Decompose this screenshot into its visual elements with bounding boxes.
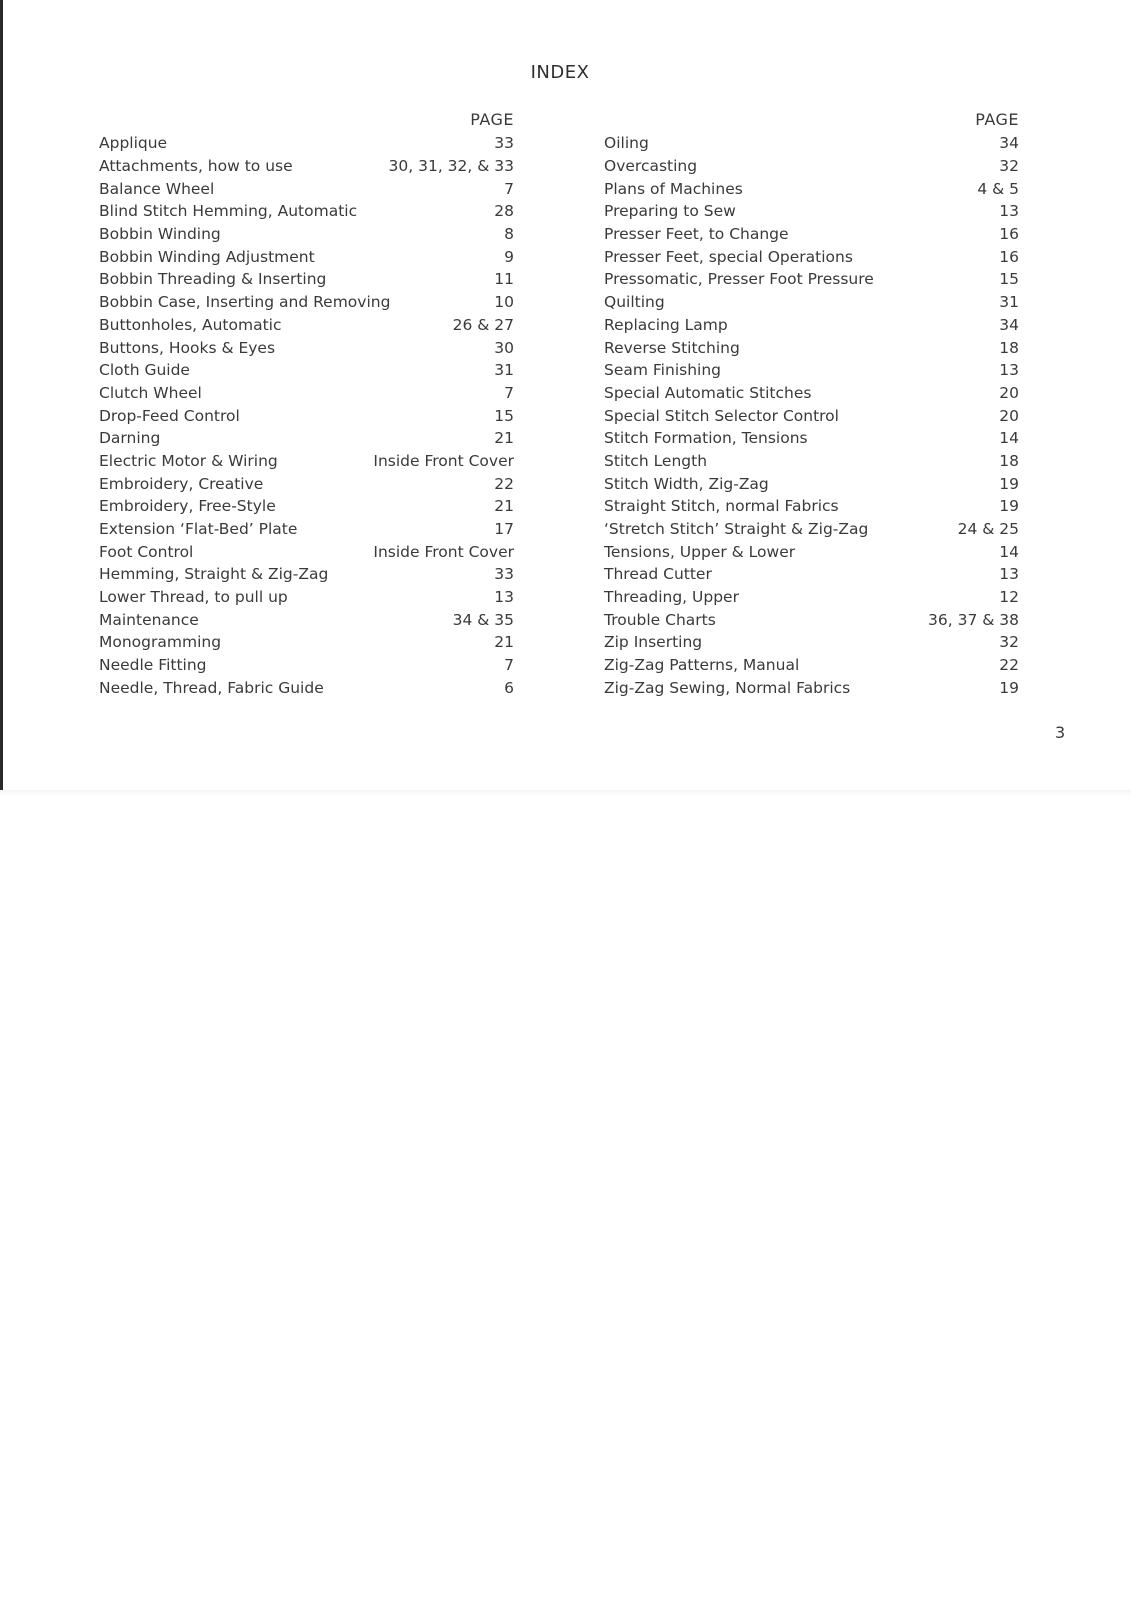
- index-term: Presser Feet, special Operations: [604, 247, 853, 266]
- index-page-ref: 20: [999, 383, 1019, 402]
- index-term: Electric Motor & Wiring: [99, 451, 278, 470]
- index-entry: [99, 268, 514, 291]
- index-page-ref: 14: [999, 542, 1019, 561]
- index-term: Bobbin Threading & Inserting: [99, 270, 327, 289]
- index-term: Blind Stitch Hemming, Automatic: [99, 202, 358, 221]
- index-entry: [604, 268, 1019, 291]
- index-term: Trouble Charts: [604, 610, 716, 629]
- index-term: Needle, Thread, Fabric Guide: [99, 678, 324, 697]
- index-entry: [604, 631, 1019, 654]
- index-entry: [604, 404, 1019, 427]
- index-term: Buttons, Hooks & Eyes: [99, 338, 276, 357]
- index-page-ref: 34: [999, 315, 1019, 334]
- index-term: Embroidery, Free-Style: [99, 497, 276, 516]
- index-entry: [99, 654, 514, 677]
- index-term: Special Stitch Selector Control: [604, 406, 839, 425]
- index-page-ref: 20: [999, 406, 1019, 425]
- index-term: Maintenance: [99, 610, 199, 629]
- index-list-left: [99, 132, 514, 699]
- index-entry: [604, 472, 1019, 495]
- index-entry: [604, 382, 1019, 405]
- index-entry: [99, 132, 514, 155]
- index-entry: [604, 677, 1019, 700]
- index-page-ref: 32: [999, 633, 1019, 652]
- index-entry: [604, 427, 1019, 450]
- index-column-left: [99, 110, 514, 699]
- index-entry: [604, 336, 1019, 359]
- index-page-ref: 31: [494, 361, 514, 380]
- index-term: Preparing to Sew: [604, 202, 736, 221]
- index-entry: [99, 427, 514, 450]
- index-entry: [604, 563, 1019, 586]
- index-entry: [604, 654, 1019, 677]
- index-page-ref: 34: [999, 134, 1019, 153]
- index-page-ref: 15: [999, 270, 1019, 289]
- index-entry: [604, 540, 1019, 563]
- index-entry: [604, 245, 1019, 268]
- index-page-ref: 22: [494, 474, 514, 493]
- index-page-ref: 11: [494, 270, 514, 289]
- index-page-ref: 32: [999, 157, 1019, 176]
- index-term: Overcasting: [604, 157, 698, 176]
- index-page-ref: 15: [494, 406, 514, 425]
- index-entry: [604, 495, 1019, 518]
- index-term: Extension ‘Flat-Bed’ Plate: [99, 520, 298, 539]
- index-page-ref: 19: [999, 678, 1019, 697]
- index-page-ref: 36, 37 & 38: [928, 610, 1019, 629]
- index-page-ref: 8: [504, 225, 514, 244]
- index-entry: [99, 586, 514, 609]
- index-page-ref: 28: [494, 202, 514, 221]
- index-term: Thread Cutter: [604, 565, 712, 584]
- index-entry: [604, 450, 1019, 473]
- index-entry: [604, 291, 1019, 314]
- index-entry: [604, 586, 1019, 609]
- index-page-ref: 26 & 27: [452, 315, 514, 334]
- index-entry: [99, 495, 514, 518]
- index-term: Stitch Formation, Tensions: [604, 429, 808, 448]
- index-page-ref: 13: [999, 565, 1019, 584]
- index-entry: [99, 200, 514, 223]
- index-page-ref: 22: [999, 656, 1019, 675]
- scan-bottom-edge: [0, 790, 1131, 796]
- index-term: Threading, Upper: [604, 588, 739, 607]
- index-entry: [99, 382, 514, 405]
- index-term: Oiling: [604, 134, 649, 153]
- index-entry: [99, 472, 514, 495]
- index-page-ref: 21: [494, 497, 514, 516]
- index-entry: [99, 563, 514, 586]
- index-entry: [99, 608, 514, 631]
- index-entry: [604, 177, 1019, 200]
- index-term: ‘Stretch Stitch’ Straight & Zig-Zag: [604, 520, 869, 539]
- index-page-ref: 6: [504, 678, 514, 697]
- index-entry: [604, 132, 1019, 155]
- index-entry: [604, 314, 1019, 337]
- index-page-ref: 31: [999, 293, 1019, 312]
- index-page-ref: 13: [494, 588, 514, 607]
- index-term: Needle Fitting: [99, 656, 207, 675]
- index-page-ref: 19: [999, 497, 1019, 516]
- index-page-ref: 7: [504, 383, 514, 402]
- index-page-ref: Inside Front Cover: [373, 451, 514, 470]
- index-entry: [99, 177, 514, 200]
- index-page-ref: 16: [999, 225, 1019, 244]
- index-page-ref: 21: [494, 633, 514, 652]
- index-term: Drop-Feed Control: [99, 406, 240, 425]
- index-entry: [604, 155, 1019, 178]
- index-term: Hemming, Straight & Zig-Zag: [99, 565, 329, 584]
- index-term: Balance Wheel: [99, 179, 215, 198]
- index-entry: [99, 291, 514, 314]
- index-term: Plans of Machines: [604, 179, 743, 198]
- index-entry: [99, 359, 514, 382]
- index-term: Bobbin Case, Inserting and Removing: [99, 293, 391, 312]
- index-entry: [99, 631, 514, 654]
- index-term: Clutch Wheel: [99, 383, 202, 402]
- index-term: Quilting: [604, 293, 665, 312]
- index-term: Straight Stitch, normal Fabrics: [604, 497, 839, 516]
- index-term: Cloth Guide: [99, 361, 190, 380]
- index-page-ref: 33: [494, 134, 514, 153]
- index-column-right: [604, 110, 1019, 699]
- index-page-ref: 13: [999, 202, 1019, 221]
- index-page-ref: 19: [999, 474, 1019, 493]
- index-term: Lower Thread, to pull up: [99, 588, 288, 607]
- index-list-right: [604, 132, 1019, 699]
- index-term: Stitch Width, Zig-Zag: [604, 474, 769, 493]
- index-entry: [99, 677, 514, 700]
- index-term: Tensions, Upper & Lower: [604, 542, 796, 561]
- index-page-ref: 7: [504, 179, 514, 198]
- index-page-ref: 30, 31, 32, & 33: [388, 157, 514, 176]
- index-entry: [604, 359, 1019, 382]
- index-page-ref: 21: [494, 429, 514, 448]
- index-page-ref: 13: [999, 361, 1019, 380]
- index-page-ref: 33: [494, 565, 514, 584]
- index-entry: [99, 314, 514, 337]
- page-number: 3: [1055, 723, 1066, 742]
- index-term: Presser Feet, to Change: [604, 225, 789, 244]
- index-entry: [604, 518, 1019, 541]
- index-page-ref: 30: [494, 338, 514, 357]
- index-term: Stitch Length: [604, 451, 708, 470]
- index-page-ref: Inside Front Cover: [373, 542, 514, 561]
- index-term: Bobbin Winding: [99, 225, 221, 244]
- index-term: Zip Inserting: [604, 633, 703, 652]
- index-term: Pressomatic, Presser Foot Pressure: [604, 270, 874, 289]
- index-term: Zig-Zag Sewing, Normal Fabrics: [604, 678, 851, 697]
- index-entry: [99, 540, 514, 563]
- index-term: Replacing Lamp: [604, 315, 728, 334]
- index-entry: [99, 245, 514, 268]
- index-term: Embroidery, Creative: [99, 474, 264, 493]
- index-page-ref: 18: [999, 451, 1019, 470]
- index-entry: [99, 450, 514, 473]
- index-term: Attachments, how to use: [99, 157, 293, 176]
- index-page-ref: 18: [999, 338, 1019, 357]
- page-title: INDEX: [530, 62, 590, 83]
- index-term: Special Automatic Stitches: [604, 383, 812, 402]
- index-entry: [99, 518, 514, 541]
- page-column-header-right: PAGE: [975, 110, 1019, 129]
- index-page-ref: 12: [999, 588, 1019, 607]
- index-term: Seam Finishing: [604, 361, 721, 380]
- index-term: Zig-Zag Patterns, Manual: [604, 656, 800, 675]
- index-term: Foot Control: [99, 542, 194, 561]
- index-entry: [99, 336, 514, 359]
- index-entry: [99, 155, 514, 178]
- scan-edge-shadow: [0, 0, 3, 795]
- index-term: Buttonholes, Automatic: [99, 315, 282, 334]
- index-term: Bobbin Winding Adjustment: [99, 247, 315, 266]
- page-column-header-left: PAGE: [470, 110, 514, 129]
- index-entry: [99, 404, 514, 427]
- index-page-ref: 10: [494, 293, 514, 312]
- index-entry: [604, 200, 1019, 223]
- index-page-ref: 24 & 25: [957, 520, 1019, 539]
- index-term: Monogramming: [99, 633, 222, 652]
- index-entry: [99, 223, 514, 246]
- index-page-ref: 7: [504, 656, 514, 675]
- index-page-ref: 34 & 35: [452, 610, 514, 629]
- index-page-ref: 16: [999, 247, 1019, 266]
- index-term: Reverse Stitching: [604, 338, 740, 357]
- index-page-ref: 17: [494, 520, 514, 539]
- index-term: Darning: [99, 429, 161, 448]
- index-entry: [604, 223, 1019, 246]
- index-page-ref: 4 & 5: [977, 179, 1019, 198]
- index-term: Applique: [99, 134, 168, 153]
- index-page-ref: 9: [504, 247, 514, 266]
- index-entry: [604, 608, 1019, 631]
- index-page-ref: 14: [999, 429, 1019, 448]
